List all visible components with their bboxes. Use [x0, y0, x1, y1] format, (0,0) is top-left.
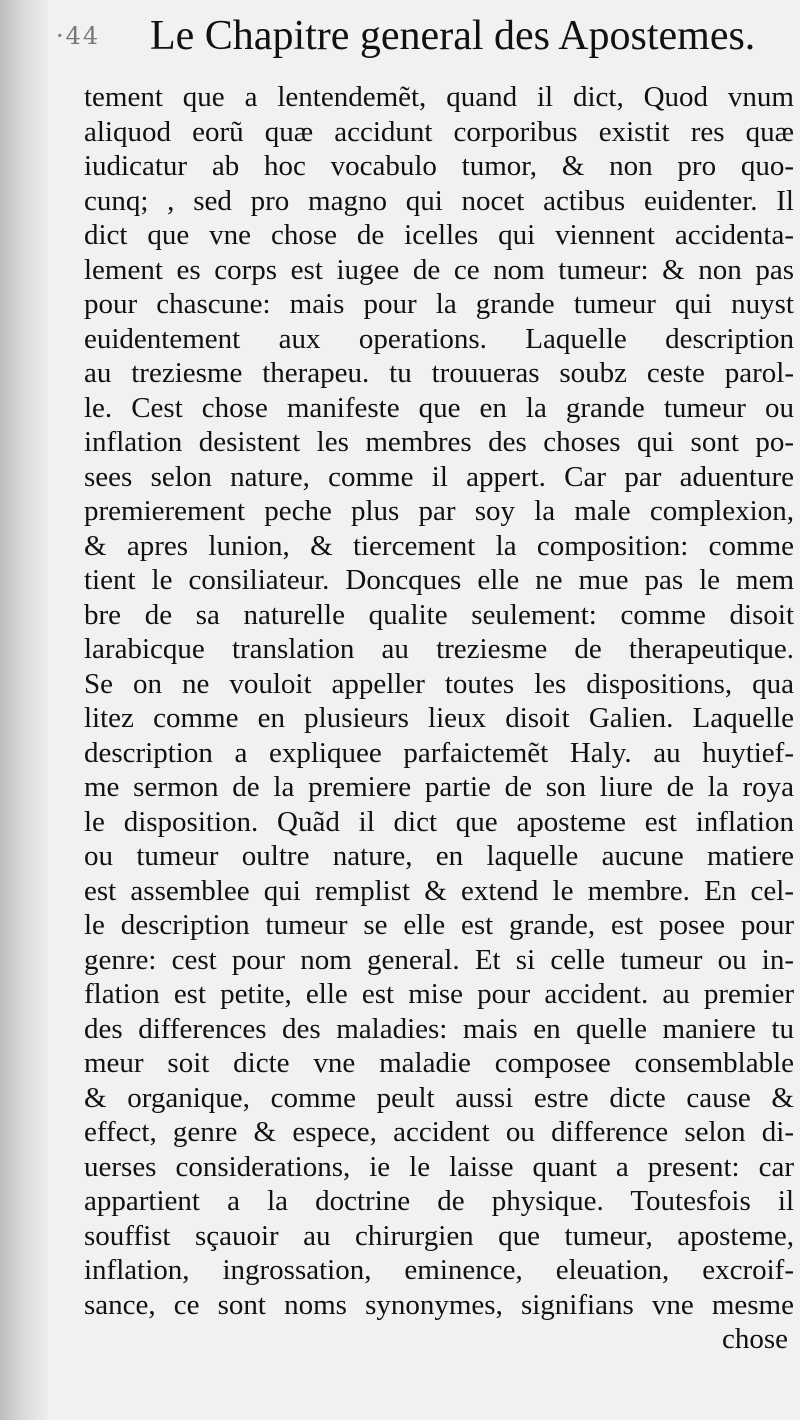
text-line: bre de sa naturelle qualite seulement: comme disoit — [84, 598, 794, 631]
text-line: sees selon nature, comme il appert. Car par aduenture — [84, 460, 794, 493]
text-line: inflation, ingrossation, eminence, eleuation, excroif- — [84, 1254, 794, 1286]
margin-mark: ·44 — [56, 22, 101, 50]
text-line: flation est petite, elle est mise pour accident. au premier — [84, 978, 794, 1010]
text-line: effect, genre & espece, accident ou difference selon di- — [84, 1116, 794, 1148]
text-line: & organique, comme peult aussi estre dicte cause & — [84, 1081, 794, 1114]
text-line: litez comme en plusieurs lieux disoit Galien. Laquelle — [84, 702, 794, 734]
text-line: Se on ne vouloit appeller toutes les dispositions, qua — [84, 667, 794, 700]
body-text — [84, 80, 794, 1357]
text-line: iudicatur ab hoc vocabulo tumor, & non pro quo- — [84, 150, 794, 182]
text-line: dict que vne chose de icelles qui viennent accidenta- — [84, 219, 794, 251]
text-line: ou tumeur oultre nature, en laquelle aucune matiere — [84, 840, 794, 872]
text-line: & apres lunion, & tiercement la composition: comme — [84, 529, 794, 562]
text-line: pour chascune: mais pour la grande tumeur qui nuyst — [84, 288, 794, 320]
text-line: souffist sçauoir au chirurgien que tumeur, aposteme, — [84, 1219, 794, 1252]
text-line: le disposition. Quãd il dict que aposteme est inflation — [84, 805, 794, 838]
text-line: lement es corps est iugee de ce nom tumeur: & non pas — [84, 253, 794, 286]
text-line: inflation desistent les membres des choses qui sont po- — [84, 426, 794, 458]
text-line: aliquod eorũ quæ accidunt corporibus existit res quæ — [84, 115, 794, 148]
text-line: le. Cest chose manifeste que en la grande tumeur ou — [84, 391, 794, 424]
text-line: me sermon de la premiere partie de son liure de la roya — [84, 771, 794, 803]
text-line: tement que a lentendemẽt, quand il dict, Quod vnum — [84, 81, 794, 113]
text-line: sance, ce sont noms synonymes, signifians vne mesme — [84, 1288, 794, 1321]
text-line: description a expliquee parfaictemẽt Haly. au huytief- — [84, 736, 794, 769]
text-line: est assemblee qui remplist & extend le membre. En cel- — [84, 874, 794, 907]
text-line: larabicque translation au treziesme de therapeutique. — [84, 633, 794, 665]
text-line: cunq; , sed pro magno qui nocet actibus euidenter. Il — [84, 184, 794, 217]
text-line: tient le consiliateur. Doncques elle ne mue pas le mem — [84, 564, 794, 596]
text-line: au treziesme therapeu. tu trouueras soubz ceste parol- — [84, 357, 794, 389]
text-line: appartient a la doctrine de physique. Toutesfois il — [84, 1185, 794, 1217]
text-line: meur soit dicte vne maladie composee consemblable — [84, 1047, 794, 1079]
text-line: euidentement aux operations. Laquelle description — [84, 322, 794, 355]
catchword: chose — [721, 1323, 788, 1355]
page-gutter-shadow — [0, 0, 48, 1420]
text-line: le description tumeur se elle est grande, est posee pour — [84, 909, 794, 941]
text-line: genre: cest pour nom general. Et si celle tumeur ou in- — [84, 943, 794, 976]
text-line: des differences des maladies: mais en quelle maniere tu — [84, 1012, 794, 1045]
text-line: premierement peche plus par soy la male complexion, — [84, 495, 794, 527]
text-line: uerses considerations, ie le laisse quant a present: car — [84, 1150, 794, 1183]
running-head: Le Chapitre general des Apostemes. — [150, 13, 756, 59]
